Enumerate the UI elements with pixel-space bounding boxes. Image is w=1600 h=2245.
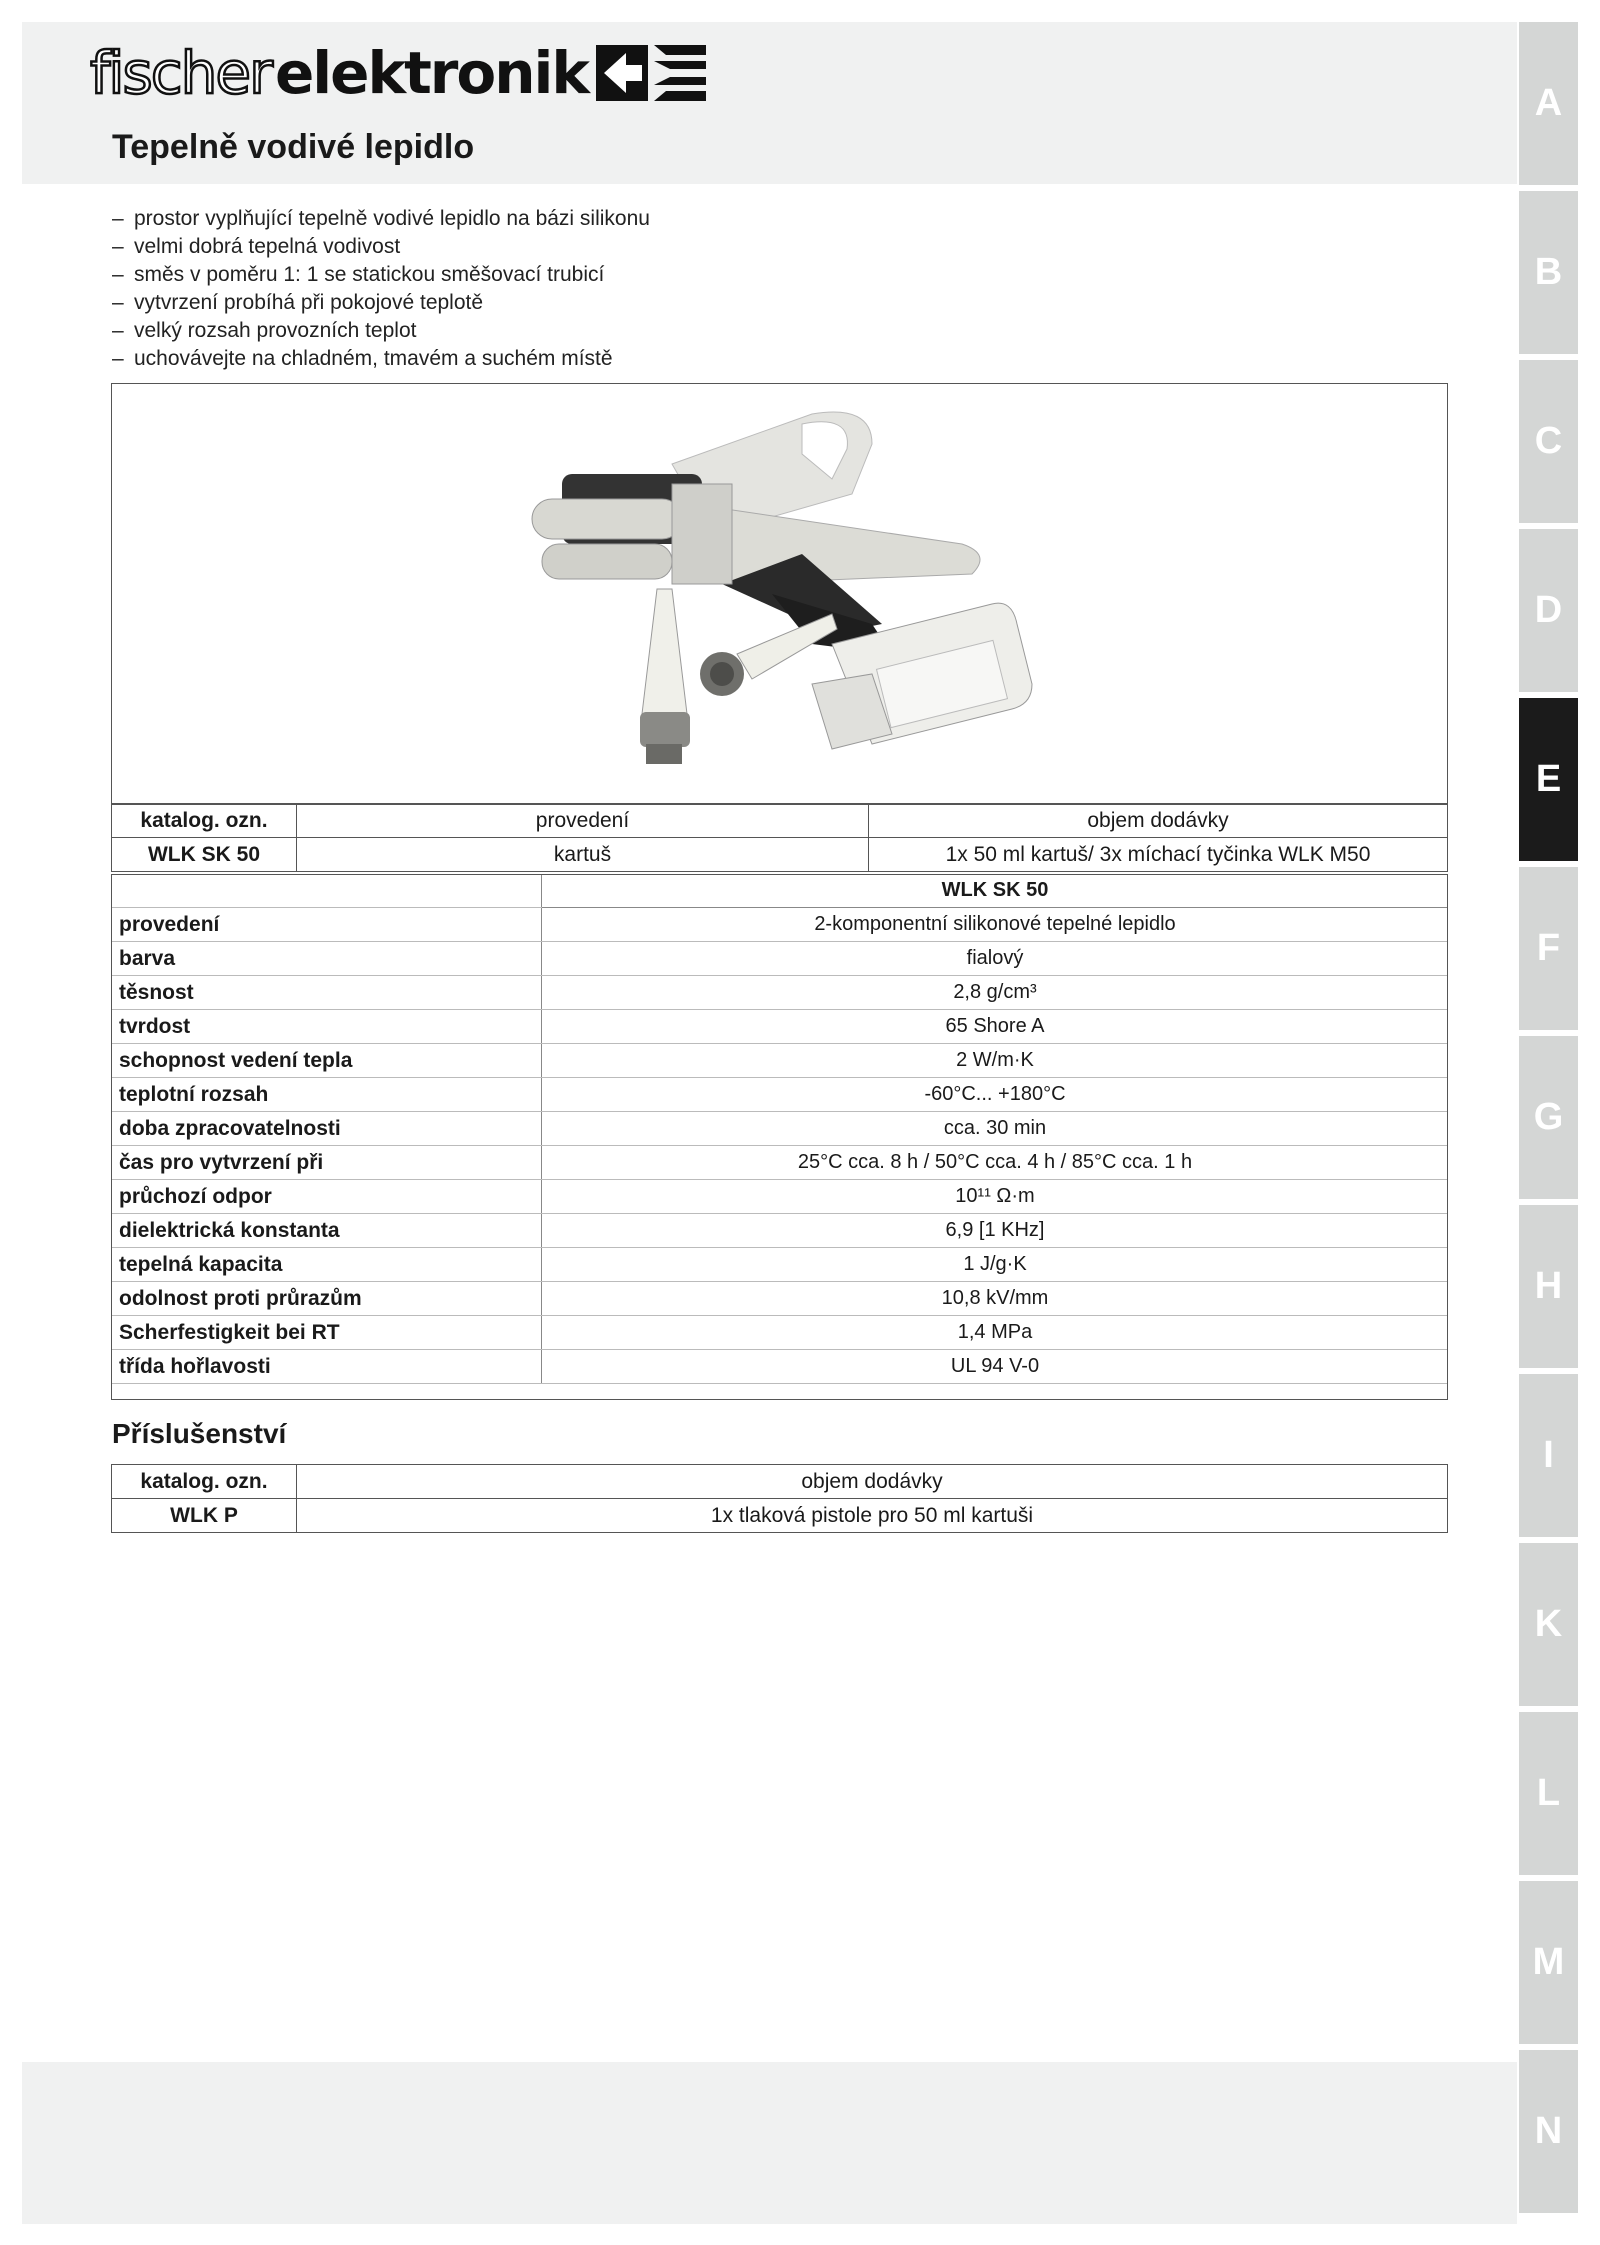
spec-label: těsnost [111,976,542,1010]
list-item [112,345,650,373]
table-row [111,1248,1448,1282]
table-row [111,976,1448,1010]
spec-value: 6,9 [1 KHz] [542,1214,1449,1248]
table-header: objem dodávky [869,804,1448,838]
tab-h[interactable]: H [1519,1205,1578,1368]
feature-text: uchovávejte na chladném, tmavém a suchém místě [134,347,613,370]
spec-label: schopnost vedení tepla [111,1044,542,1078]
table-row [111,1112,1448,1146]
spec-label: odolnost proti průrazům [111,1282,542,1316]
table-cell: WLK P [112,1499,297,1533]
table-row [111,1078,1448,1112]
table-row [111,1180,1448,1214]
logo-elektronik-text: elektronik [274,39,588,107]
tab-b[interactable]: B [1519,191,1578,354]
spec-label: Scherfestigkeit bei RT [111,1316,542,1350]
spec-table [111,874,1448,1384]
spec-label: třída hořlavosti [111,1350,542,1384]
table-row [111,942,1448,976]
table-cell: 1x 50 ml kartuš/ 3x míchací tyčinka WLK M50 [869,838,1448,872]
logo-arrow-icon [596,45,706,101]
spec-label: doba zpracovatelnosti [111,1112,542,1146]
table-header-row [112,804,1448,838]
spec-label: tvrdost [111,1010,542,1044]
table-header-row [111,874,1448,908]
table-cell [111,874,542,908]
tab-e[interactable]: E [1519,698,1578,861]
table-row [111,1316,1448,1350]
page-title: Tepelně vodivé lepidlo [112,128,475,166]
accessories-table [111,1464,1448,1533]
glue-gun-illustration [112,384,1447,804]
table-header: objem dodávky [297,1465,1448,1499]
list-item [112,289,650,317]
list-item [112,233,650,261]
spec-value: 1 J/g·K [542,1248,1449,1282]
spec-value: 2 W/m·K [542,1044,1449,1078]
tab-f[interactable]: F [1519,867,1578,1030]
spec-value: 2,8 g/cm³ [542,976,1449,1010]
accessories-title: Příslušenství [112,1418,287,1449]
table-cell: 1x tlaková pistole pro 50 ml kartuši [297,1499,1448,1533]
table-row [112,1499,1448,1533]
section-tabs [1519,22,1578,2219]
spec-value: 10¹¹ Ω·m [542,1180,1449,1214]
spec-label: čas pro vytvrzení při [111,1146,542,1180]
tab-l[interactable]: L [1519,1712,1578,1875]
spec-value: 1,4 MPa [542,1316,1449,1350]
table-row [111,1282,1448,1316]
product-table [111,803,1448,872]
feature-text: velký rozsah provozních teplot [134,319,417,342]
table-row [111,1350,1448,1384]
spec-label: teplotní rozsah [111,1078,542,1112]
table-header-row [112,1465,1448,1499]
product-image [111,383,1448,805]
table-row [111,1044,1448,1078]
table-header: katalog. ozn. [112,804,297,838]
tab-n[interactable]: N [1519,2050,1578,2213]
table-header: katalog. ozn. [112,1465,297,1499]
spec-column-header: WLK SK 50 [542,874,1449,908]
list-item [112,261,650,289]
list-item [112,317,650,345]
feature-text: vytvrzení probíhá při pokojové teplotě [134,291,484,314]
spec-value: 10,8 kV/mm [542,1282,1449,1316]
tab-c[interactable]: C [1519,360,1578,523]
spec-label: dielektrická konstanta [111,1214,542,1248]
feature-text: směs v poměru 1: 1 se statickou směšovací trubicí [134,263,605,286]
spec-value: 2-komponentní silikonové tepelné lepidlo [542,908,1449,942]
spec-label: provedení [111,908,542,942]
table-cell: kartuš [297,838,869,872]
bullet-dash: – [112,319,124,342]
tab-a[interactable]: A [1519,22,1578,185]
table-cell: WLK SK 50 [112,838,297,872]
feature-list [112,205,650,373]
table-row [111,1010,1448,1044]
table-row [111,1214,1448,1248]
bullet-dash: – [112,263,124,286]
tab-k[interactable]: K [1519,1543,1578,1706]
spec-value: fialový [542,942,1449,976]
bullet-dash: – [112,291,124,314]
tab-i[interactable]: I [1519,1374,1578,1537]
feature-text: prostor vyplňující tepelně vodivé lepidlo na bázi silikonu [134,207,650,230]
feature-text: velmi dobrá tepelná vodivost [134,235,401,258]
brand-logo [90,38,706,108]
spec-value: 25°C cca. 8 h / 50°C cca. 4 h / 85°C cca. 1 h [542,1146,1449,1180]
bullet-dash: – [112,207,124,230]
table-row [111,1146,1448,1180]
spec-value: cca. 30 min [542,1112,1449,1146]
bullet-dash: – [112,347,124,370]
spec-value: 65 Shore A [542,1010,1449,1044]
tab-g[interactable]: G [1519,1036,1578,1199]
tab-d[interactable]: D [1519,529,1578,692]
spec-label: průchozí odpor [111,1180,542,1214]
spec-label: barva [111,942,542,976]
table-row [111,908,1448,942]
logo-fischer-text: fischer [90,39,271,107]
table-row [112,838,1448,872]
spec-value: UL 94 V-0 [542,1350,1449,1384]
footer-band [22,2062,1517,2224]
bullet-dash: – [112,235,124,258]
spec-label: tepelná kapacita [111,1248,542,1282]
table-header: provedení [297,804,869,838]
tab-m[interactable]: M [1519,1881,1578,2044]
spec-value: -60°C... +180°C [542,1078,1449,1112]
list-item [112,205,650,233]
